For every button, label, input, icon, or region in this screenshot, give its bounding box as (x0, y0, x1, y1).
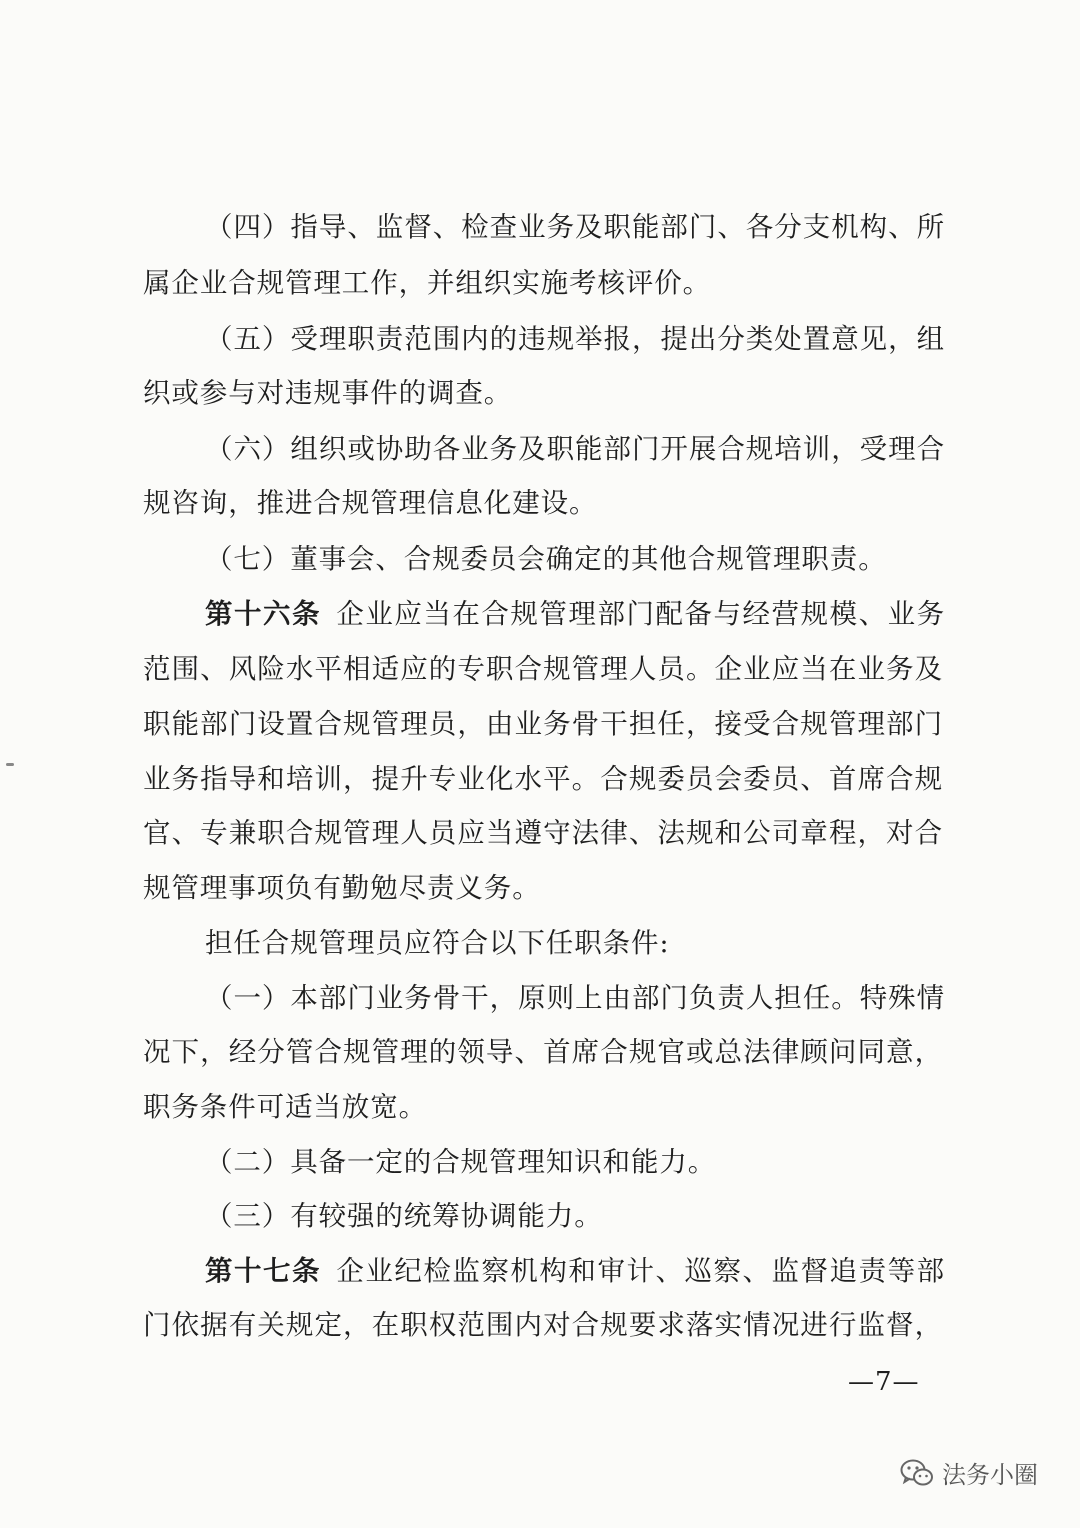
page-number: —7— (848, 1367, 920, 1397)
condition-2: （二）具备一定的合规管理知识和能力。 (205, 1146, 717, 1178)
article-16-line-3: 职能部门设置合规管理员，由业务骨干担任，接受合规管理部门 (143, 708, 943, 740)
paragraph-item-5-line-2: 织或参与对违规事件的调查。 (143, 377, 513, 409)
scan-speck (6, 763, 14, 766)
watermark (900, 1455, 1038, 1490)
article-17-text: 企业纪检监察机构和审计、巡察、监督追责等部 (335, 1255, 945, 1287)
article-16-text: 企业应当在合规管理部门配备与经营规模、业务 (335, 598, 945, 630)
paragraph-item-4-line-2: 属企业合规管理工作，并组织实施考核评价。 (143, 267, 711, 299)
article-16-line-1 (205, 594, 945, 634)
conditions-intro: 担任合规管理员应符合以下任职条件: (205, 927, 670, 959)
paragraph-item-5-line-1: （五）受理职责范围内的违规举报，提出分类处置意见，组 (205, 323, 945, 355)
paragraph-item-7: （七）董事会、合规委员会确定的其他合规管理职责。 (205, 543, 887, 575)
article-16-line-5: 官、专兼职合规管理人员应当遵守法律、法规和公司章程，对合 (143, 817, 943, 849)
condition-1-line-1: （一）本部门业务骨干，原则上由部门负责人担任。特殊情 (205, 982, 945, 1014)
watermark-text: 法务小圈 (942, 1461, 1038, 1489)
article-16-heading: 第十六条 (205, 598, 322, 630)
wechat-icon (900, 1458, 934, 1488)
article-16-line-6: 规管理事项负有勤勉尽责义务。 (143, 872, 541, 904)
condition-1-line-2: 况下，经分管合规管理的领导、首席合规官或总法律顾问同意， (143, 1036, 943, 1068)
paragraph-item-6-line-2: 规咨询，推进合规管理信息化建设。 (143, 487, 598, 519)
article-17-heading: 第十七条 (205, 1255, 322, 1287)
paragraph-item-6-line-1: （六）组织或协助各业务及职能部门开展合规培训，受理合 (205, 433, 945, 465)
article-17-line-2: 门依据有关规定，在职权范围内对合规要求落实情况进行监督， (143, 1309, 943, 1341)
condition-3: （三）有较强的统筹协调能力。 (205, 1200, 603, 1232)
article-16-line-4: 业务指导和培训，提升专业化水平。合规委员会委员、首席合规 (143, 763, 943, 795)
condition-1-line-3: 职务条件可适当放宽。 (143, 1091, 427, 1123)
article-17-line-1 (205, 1251, 945, 1291)
article-16-line-2: 范围、风险水平相适应的专职合规管理人员。企业应当在业务及 (143, 653, 943, 685)
paragraph-item-4-line-1: （四）指导、监督、检查业务及职能部门、各分支机构、所 (205, 211, 945, 243)
